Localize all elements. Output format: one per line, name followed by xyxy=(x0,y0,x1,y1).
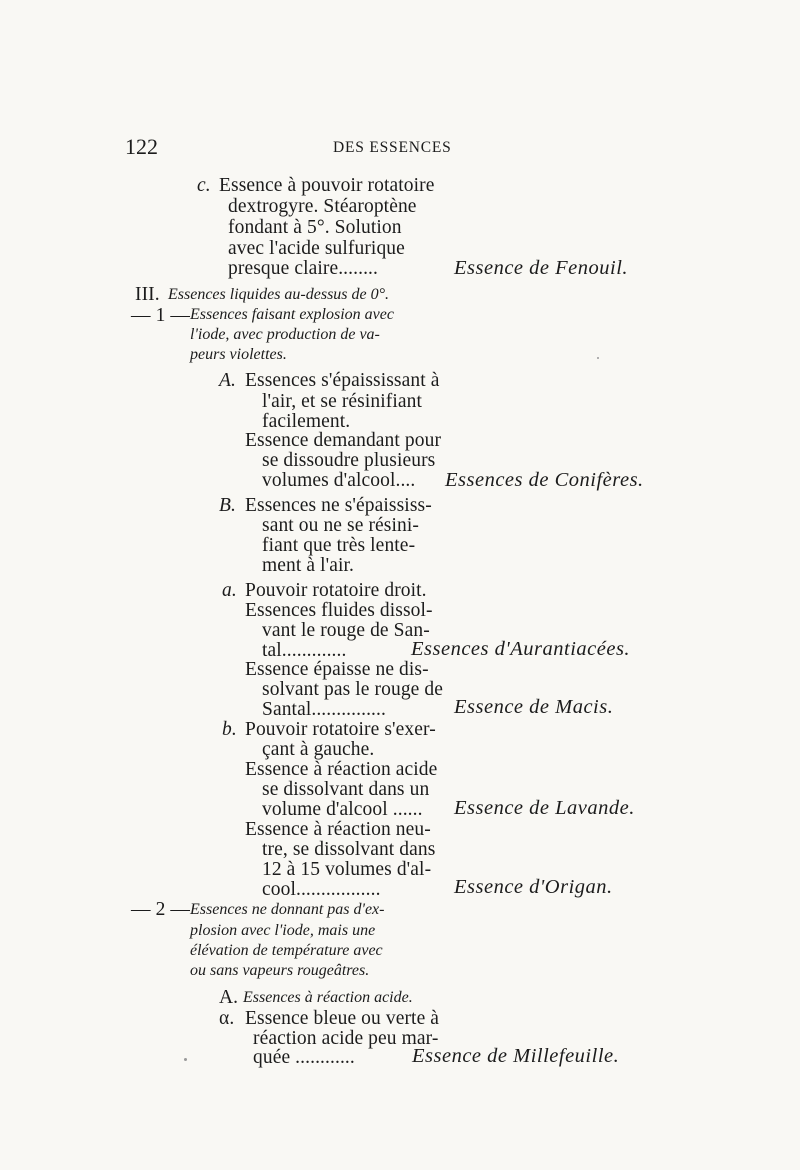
entry-alpha-result: Essence de Millefeuille. xyxy=(412,1045,620,1067)
group-1-label: — 1 — xyxy=(131,305,190,326)
section-III-label: III. xyxy=(135,284,160,305)
entry-A-line-1: Essences s'épaississant à xyxy=(245,370,440,391)
entry-a-line-6: solvant pas le rouge de xyxy=(262,679,443,700)
entry-b-line-5: volume d'alcool ...... xyxy=(262,799,423,820)
entry-a-line-7: Santal............... xyxy=(262,699,386,720)
entry-a-line-2: Essences fluides dissol- xyxy=(245,600,433,621)
group-2-line-2: plosion avec l'iode, mais une xyxy=(190,922,376,939)
entry-A-line-5: se dissoudre plusieurs xyxy=(262,450,436,471)
entry-a-result-1: Essences d'Aurantiacées. xyxy=(411,638,631,660)
entry-B-label: B. xyxy=(219,495,236,516)
entry-b-line-7: tre, se dissolvant dans xyxy=(262,839,436,860)
entry-b-result-1: Essence de Lavande. xyxy=(454,797,635,819)
entry-B-line-4: ment à l'air. xyxy=(262,555,354,576)
print-speck xyxy=(597,357,599,359)
entry-c-line-1: Essence à pouvoir rotatoire xyxy=(219,175,435,196)
entry-b-label: b. xyxy=(222,719,237,740)
group-1-line-3: peurs violettes. xyxy=(190,346,287,363)
entry-a-line-5: Essence épaisse ne dis- xyxy=(245,659,429,680)
entry-A-label: A. xyxy=(219,370,236,391)
entry-b-line-3: Essence à réaction acide xyxy=(245,759,438,780)
entry-c-line-4: avec l'acide sulfurique xyxy=(228,238,405,259)
entry-b-line-1: Pouvoir rotatoire s'exer- xyxy=(245,719,436,740)
entry-alpha-label: α. xyxy=(219,1008,235,1029)
entry-b-line-6: Essence à réaction neu- xyxy=(245,819,431,840)
entry-b-line-4: se dissolvant dans un xyxy=(262,779,430,800)
entry-c-line-3: fondant à 5°. Solution xyxy=(228,217,402,238)
entry-A-line-3: facilement. xyxy=(262,411,351,432)
entry-c-label: c. xyxy=(197,175,211,196)
page-number: 122 xyxy=(125,134,158,159)
entry-b-line-8: 12 à 15 volumes d'al- xyxy=(262,859,432,880)
entry-B-line-1: Essences ne s'épaississ- xyxy=(245,495,432,516)
entry-c-result: Essence de Fenouil. xyxy=(454,257,629,279)
entry-b-line-2: çant à gauche. xyxy=(262,739,375,760)
entry-a-result-2: Essence de Macis. xyxy=(454,696,614,718)
running-title: DES ESSENCES xyxy=(333,139,452,156)
print-speck xyxy=(184,1058,187,1061)
entry-A-line-2: l'air, et se résinifiant xyxy=(262,391,422,412)
group-2-line-1: Essences ne donnant pas d'ex- xyxy=(190,901,385,918)
entry-c-line-5: presque claire........ xyxy=(228,258,379,279)
section-III-text: Essences liquides au-dessus de 0°. xyxy=(168,286,390,303)
entry-b-line-9: cool................. xyxy=(262,879,381,900)
entry-A2-text: Essences à réaction acide. xyxy=(243,989,413,1006)
entry-alpha-line-1: Essence bleue ou verte à xyxy=(245,1008,440,1029)
entry-B-line-2: sant ou ne se résini- xyxy=(262,515,419,536)
entry-a-line-4: tal............. xyxy=(262,640,347,661)
group-2-label: — 2 — xyxy=(131,899,190,920)
entry-alpha-line-3: quée ............ xyxy=(253,1047,355,1068)
entry-A2-label: A. xyxy=(219,987,239,1008)
entry-a-label: a. xyxy=(222,580,237,601)
entry-c-line-2: dextrogyre. Stéaroptène xyxy=(228,196,417,217)
entry-B-line-3: fiant que très lente- xyxy=(262,535,416,556)
group-2-line-4: ou sans vapeurs rougeâtres. xyxy=(190,962,370,979)
group-2-line-3: élévation de température avec xyxy=(190,942,383,959)
group-1-line-2: l'iode, avec production de va- xyxy=(190,326,380,343)
group-1-line-1: Essences faisant explosion avec xyxy=(190,306,394,323)
entry-A-line-6: volumes d'alcool.... xyxy=(262,470,416,491)
entry-A-result: Essences de Conifères. xyxy=(445,469,644,491)
entry-a-line-3: vant le rouge de San- xyxy=(262,620,430,641)
entry-b-result-2: Essence d'Origan. xyxy=(454,876,613,898)
entry-A-line-4: Essence demandant pour xyxy=(245,430,442,451)
entry-a-line-1: Pouvoir rotatoire droit. xyxy=(245,580,427,601)
entry-alpha-line-2: réaction acide peu mar- xyxy=(253,1028,439,1049)
